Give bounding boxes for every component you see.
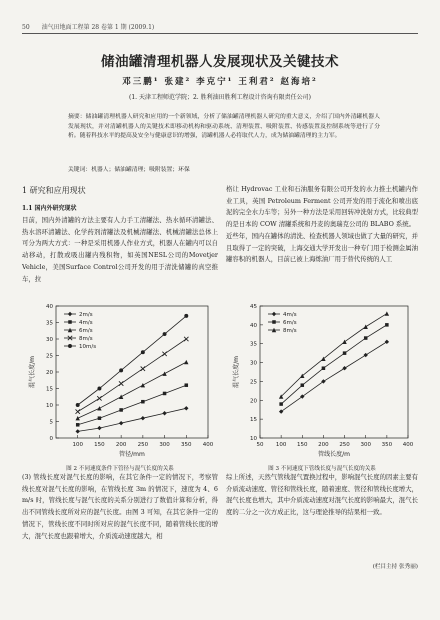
y-tick-label: 0 <box>49 436 53 442</box>
y-tick-label: 25 <box>46 353 53 360</box>
data-point <box>162 371 166 375</box>
y-tick-label: 30 <box>250 360 257 367</box>
x-tick-label: 300 <box>159 442 170 448</box>
affiliation: (1. 天津工程师范学院；2. 胜利油田胜利工程设计咨询有限责任公司) <box>129 94 311 101</box>
series-line <box>78 362 187 418</box>
data-point <box>76 416 80 420</box>
legend-marker <box>68 320 72 324</box>
data-point <box>163 392 167 396</box>
body-column-right: 格让 Hydrovac 工业和石油服务有限公司开发的水力推土机罐内作业工具，英国 Petroleum Ferment 公司开发的用于流化和喷出底泥的完全水力车等；另外一种方法是采用回转冲洗射方式，比较典型的是日本的 COW 清罐系统和丹麦的奥瑞克公司的 BLABO 系统。 近些年，国内在罐体的清洗、检查机器人领域也做了大量的研究，并且取得了一定的突破，上海交通大学开发出一种专门用于检测金属油罐容积的机器人，目前已被上海炼油厂用于替代传统的人工 <box>226 185 418 264</box>
y-axis-label: 混气长度/m <box>29 356 36 388</box>
data-point <box>97 387 101 391</box>
data-point <box>185 383 189 387</box>
legend-label: 8m/s <box>79 336 93 342</box>
y-tick-label: 15 <box>250 417 257 424</box>
data-point <box>97 396 101 400</box>
data-point <box>119 421 123 425</box>
data-point <box>162 352 166 356</box>
y-tick-label: 40 <box>46 304 53 310</box>
x-axis-label: 管径/mm <box>119 451 145 458</box>
body-column-right-lower: 综上所述，天然气管线混气置换过程中，影响混气长度的因素主要有介质流动速度、管径和管线长度，随着速度、管径和管线长度增大，混气长度也增大，其中介质流动速度对混气长度的影响最大，混气长度的二分之一次方成正比，这与理论推导的结果相一致。 <box>226 473 418 517</box>
legend-label: 4m/s <box>79 320 93 326</box>
x-tick-label: 200 <box>115 442 127 448</box>
x-tick-label: 100 <box>275 442 287 448</box>
data-point <box>141 400 145 404</box>
legend-label: 4m/s <box>283 312 297 318</box>
series-line <box>281 325 387 404</box>
x-tick-label: 400 <box>402 442 414 448</box>
data-point <box>279 402 283 406</box>
y-tick-label: 5 <box>49 419 53 426</box>
y-tick-label: 30 <box>46 337 53 343</box>
data-point <box>184 337 188 341</box>
data-point <box>301 383 305 387</box>
x-tick-label: 300 <box>360 442 371 448</box>
journal-name: 油气田地面工程第 28 卷第 1 期 (2009.1) <box>41 24 155 31</box>
y-tick-label: 10 <box>46 403 53 409</box>
y-tick-label: 10 <box>250 436 257 442</box>
legend-label: 8m/s <box>283 328 297 334</box>
figure-2-chart <box>22 296 218 464</box>
x-tick-label: 350 <box>381 442 393 448</box>
data-point <box>97 426 101 430</box>
data-point <box>141 416 145 420</box>
x-tick-label: 50 <box>256 442 264 448</box>
keywords: 关键词：机器人；储油罐清理；吸附装置；环保 <box>68 167 190 173</box>
data-point <box>98 416 102 420</box>
y-tick-label: 40 <box>250 322 257 329</box>
legend-marker <box>272 320 276 324</box>
x-tick-label: 150 <box>94 442 105 448</box>
data-point <box>162 411 166 415</box>
data-point <box>385 340 389 344</box>
data-point <box>343 351 347 355</box>
legend-label: 6m/s <box>283 320 297 326</box>
y-tick-label: 35 <box>250 341 257 348</box>
data-point <box>184 314 188 318</box>
body-column-left: 目前，国内外清罐的方法主要有人力手工清罐法、热水循环清罐法、热水溶环清罐法、化学药剂清罐法及机械清罐法、机械清罐法总体上可分为两大方式：一种是采用机器人作业方式，机器人在罐内可以自动移动，打散或吸出罐内残积物，如英国NESL公司的Movetjer Vehicle，美国Surface Control公司开发的用于清洗储罐的真空推车，拉 <box>22 216 218 283</box>
data-point <box>385 323 389 327</box>
x-tick-label: 250 <box>137 442 149 448</box>
data-point <box>76 423 80 427</box>
data-point <box>342 366 346 370</box>
x-tick-label: 150 <box>297 442 308 448</box>
authors: 邓三鹏¹ 张建² 李克宁¹ 王利君² 赵海培² <box>122 77 318 87</box>
data-point <box>184 360 188 364</box>
editor-note: (栏目主持 张秀丽) <box>372 564 418 570</box>
legend-marker <box>68 312 72 316</box>
paper-title: 储油罐清理机器人发展现状及关键技术 <box>101 54 339 70</box>
data-point <box>184 406 188 410</box>
data-point <box>119 395 123 399</box>
x-tick-label: 250 <box>339 442 350 448</box>
data-point <box>364 336 368 340</box>
y-tick-label: 15 <box>46 386 53 393</box>
body-column-left-lower: (3) 管线长度对混气长度的影响，在其它条件一定的情况下，考察管线长度对混气长度的影响，在管线长度 3m 的情况下，速度为 4、6 m/s 时，管线长度与混气长度的关系分别进行了数值计算和分析，得出不同管线长度所对应的混气长度。由图 3 可知，在其它条件一定的情况下，管线长度不同时所对应的混气长度不同，随着管线长度的增大，混气长度也跟着增大，介质流动速度越大，相 <box>22 473 218 540</box>
legend-label: 10m/s <box>79 344 97 350</box>
x-tick-label: 400 <box>202 442 214 448</box>
series-line <box>281 314 387 397</box>
section-heading: 1 研究和应用现状 <box>22 186 86 195</box>
data-point <box>141 383 145 387</box>
y-tick-label: 20 <box>250 398 257 405</box>
series-line <box>281 342 387 412</box>
data-point <box>163 332 167 336</box>
data-point <box>76 403 80 407</box>
legend-marker <box>68 344 72 348</box>
data-point <box>97 406 101 410</box>
data-point <box>364 353 368 357</box>
y-tick-label: 25 <box>250 379 257 386</box>
running-header <box>22 22 418 34</box>
x-tick-label: 100 <box>72 442 83 448</box>
data-point <box>119 381 123 385</box>
data-point <box>385 311 389 315</box>
data-point <box>76 429 80 433</box>
abstract: 摘要：储油罐清理机器人研究和应用的一个新领域，分析了储油罐清理机器人研究的重大意义，介绍了国内外清罐机器人发展现状，并对清罐机器人的关键技术即移动机构和驱动系统、清理装置、吸附装置、传感装置及控制系统等进行了分析。随着科技水平的提高及安全与健康意识的增强，清罐机器人必将取代人力，成为储油罐清理的主力军。 <box>68 114 380 140</box>
legend-marker <box>272 312 276 316</box>
figure-3-chart <box>226 296 418 464</box>
data-point <box>76 409 80 413</box>
data-point <box>141 367 145 371</box>
y-tick-label: 45 <box>250 304 257 310</box>
page-number: 50 <box>22 24 30 31</box>
data-point <box>141 350 145 354</box>
y-tick-label: 35 <box>46 320 53 327</box>
y-axis-label: 混气长度/m <box>233 356 240 388</box>
data-point <box>119 408 123 412</box>
data-point <box>119 368 123 372</box>
y-tick-label: 20 <box>46 370 53 376</box>
x-axis-label: 管线长度/m <box>318 451 350 458</box>
legend-label: 6m/s <box>79 328 93 334</box>
subsection-heading: 1.1 国内外研究现状 <box>22 205 77 212</box>
figure-3-caption: 图 3 不同速度下管线长度与混气长度的关系 <box>268 466 376 472</box>
legend-label: 2m/s <box>79 312 93 318</box>
x-tick-label: 350 <box>181 442 192 448</box>
figure-2-caption: 图 2 不同速度条件下管径与混气长度的关系 <box>66 466 174 472</box>
x-tick-label: 200 <box>318 442 329 448</box>
data-point <box>322 366 326 370</box>
data-point <box>364 325 368 329</box>
